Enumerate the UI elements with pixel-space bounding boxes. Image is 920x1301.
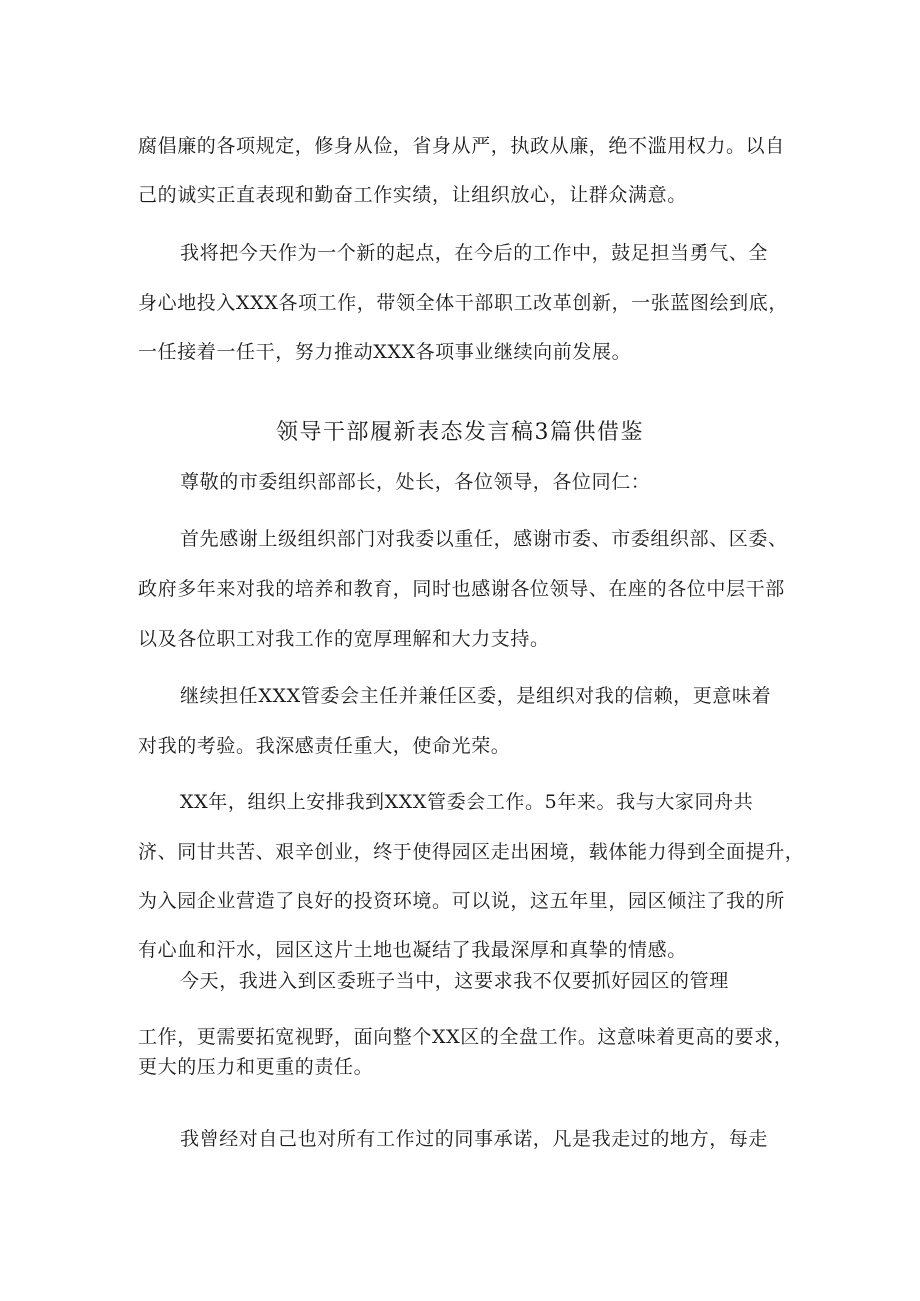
paragraph-line: 己的诚实正直表现和勤奋工作实绩，让组织放心，让群众满意。 xyxy=(138,184,687,206)
paragraph-line: 对我的考验。我深感责任重大，使命光荣。 xyxy=(138,735,511,757)
paragraph-line: 今天，我进入到区委班子当中，这要求我不仅要抓好园区的管理 xyxy=(180,970,729,992)
paragraph-line: 有心血和汗水，园区这片土地也凝结了我最深厚和真挚的情感。 xyxy=(138,939,687,961)
paragraph-line: 腐倡廉的各项规定，修身从俭，省身从严，执政从廉，绝不滥用权力。以自 xyxy=(138,135,785,157)
paragraph-line: 一任接着一任干，努力推动XXX各项事业继续向前发展。 xyxy=(138,341,632,363)
paragraph-line: 身心地投入XXX各项工作，带领全体干部职工改革创新，一张蓝图绘到底， xyxy=(138,292,788,314)
paragraph-line: 以及各位职工对我工作的宽厚理解和大力支持。 xyxy=(138,628,550,650)
paragraph-line: 工作，更需要拓宽视野，面向整个XX区的全盘工作。这意味着更高的要求， xyxy=(138,1026,794,1048)
paragraph-line: 济、同甘共苦、艰辛创业，终于使得园区走出困境，载体能力得到全面提升， xyxy=(138,841,805,863)
paragraph-line: 更大的压力和更重的责任。 xyxy=(138,1056,374,1078)
paragraph-line: 我曾经对自己也对所有工作过的同事承诺，凡是我走过的地方，每走 xyxy=(180,1128,769,1150)
paragraph-line: XX年，组织上安排我到XXX管委会工作。5年来。我与大家同舟共 xyxy=(180,791,754,813)
article-title: 领导干部履新表态发言稿3篇供借鉴 xyxy=(276,420,644,445)
paragraph-line: 政府多年来对我的培养和教育，同时也感谢各位领导、在座的各位中层干部 xyxy=(138,578,785,600)
paragraph-line: 首先感谢上级组织部门对我委以重任，感谢市委、市委组织部、区委、 xyxy=(180,528,788,550)
paragraph-line: 为入园企业营造了良好的投资环境。可以说，这五年里，园区倾注了我的所 xyxy=(138,890,785,912)
paragraph-line: 继续担任XXX管委会主任并兼任区委，是组织对我的信赖，更意味着 xyxy=(180,685,772,707)
salutation-line: 尊敬的市委组织部部长，处长，各位领导，各位同仁： xyxy=(180,471,651,493)
paragraph-line: 我将把今天作为一个新的起点，在今后的工作中，鼓足担当勇气、全 xyxy=(180,242,769,264)
